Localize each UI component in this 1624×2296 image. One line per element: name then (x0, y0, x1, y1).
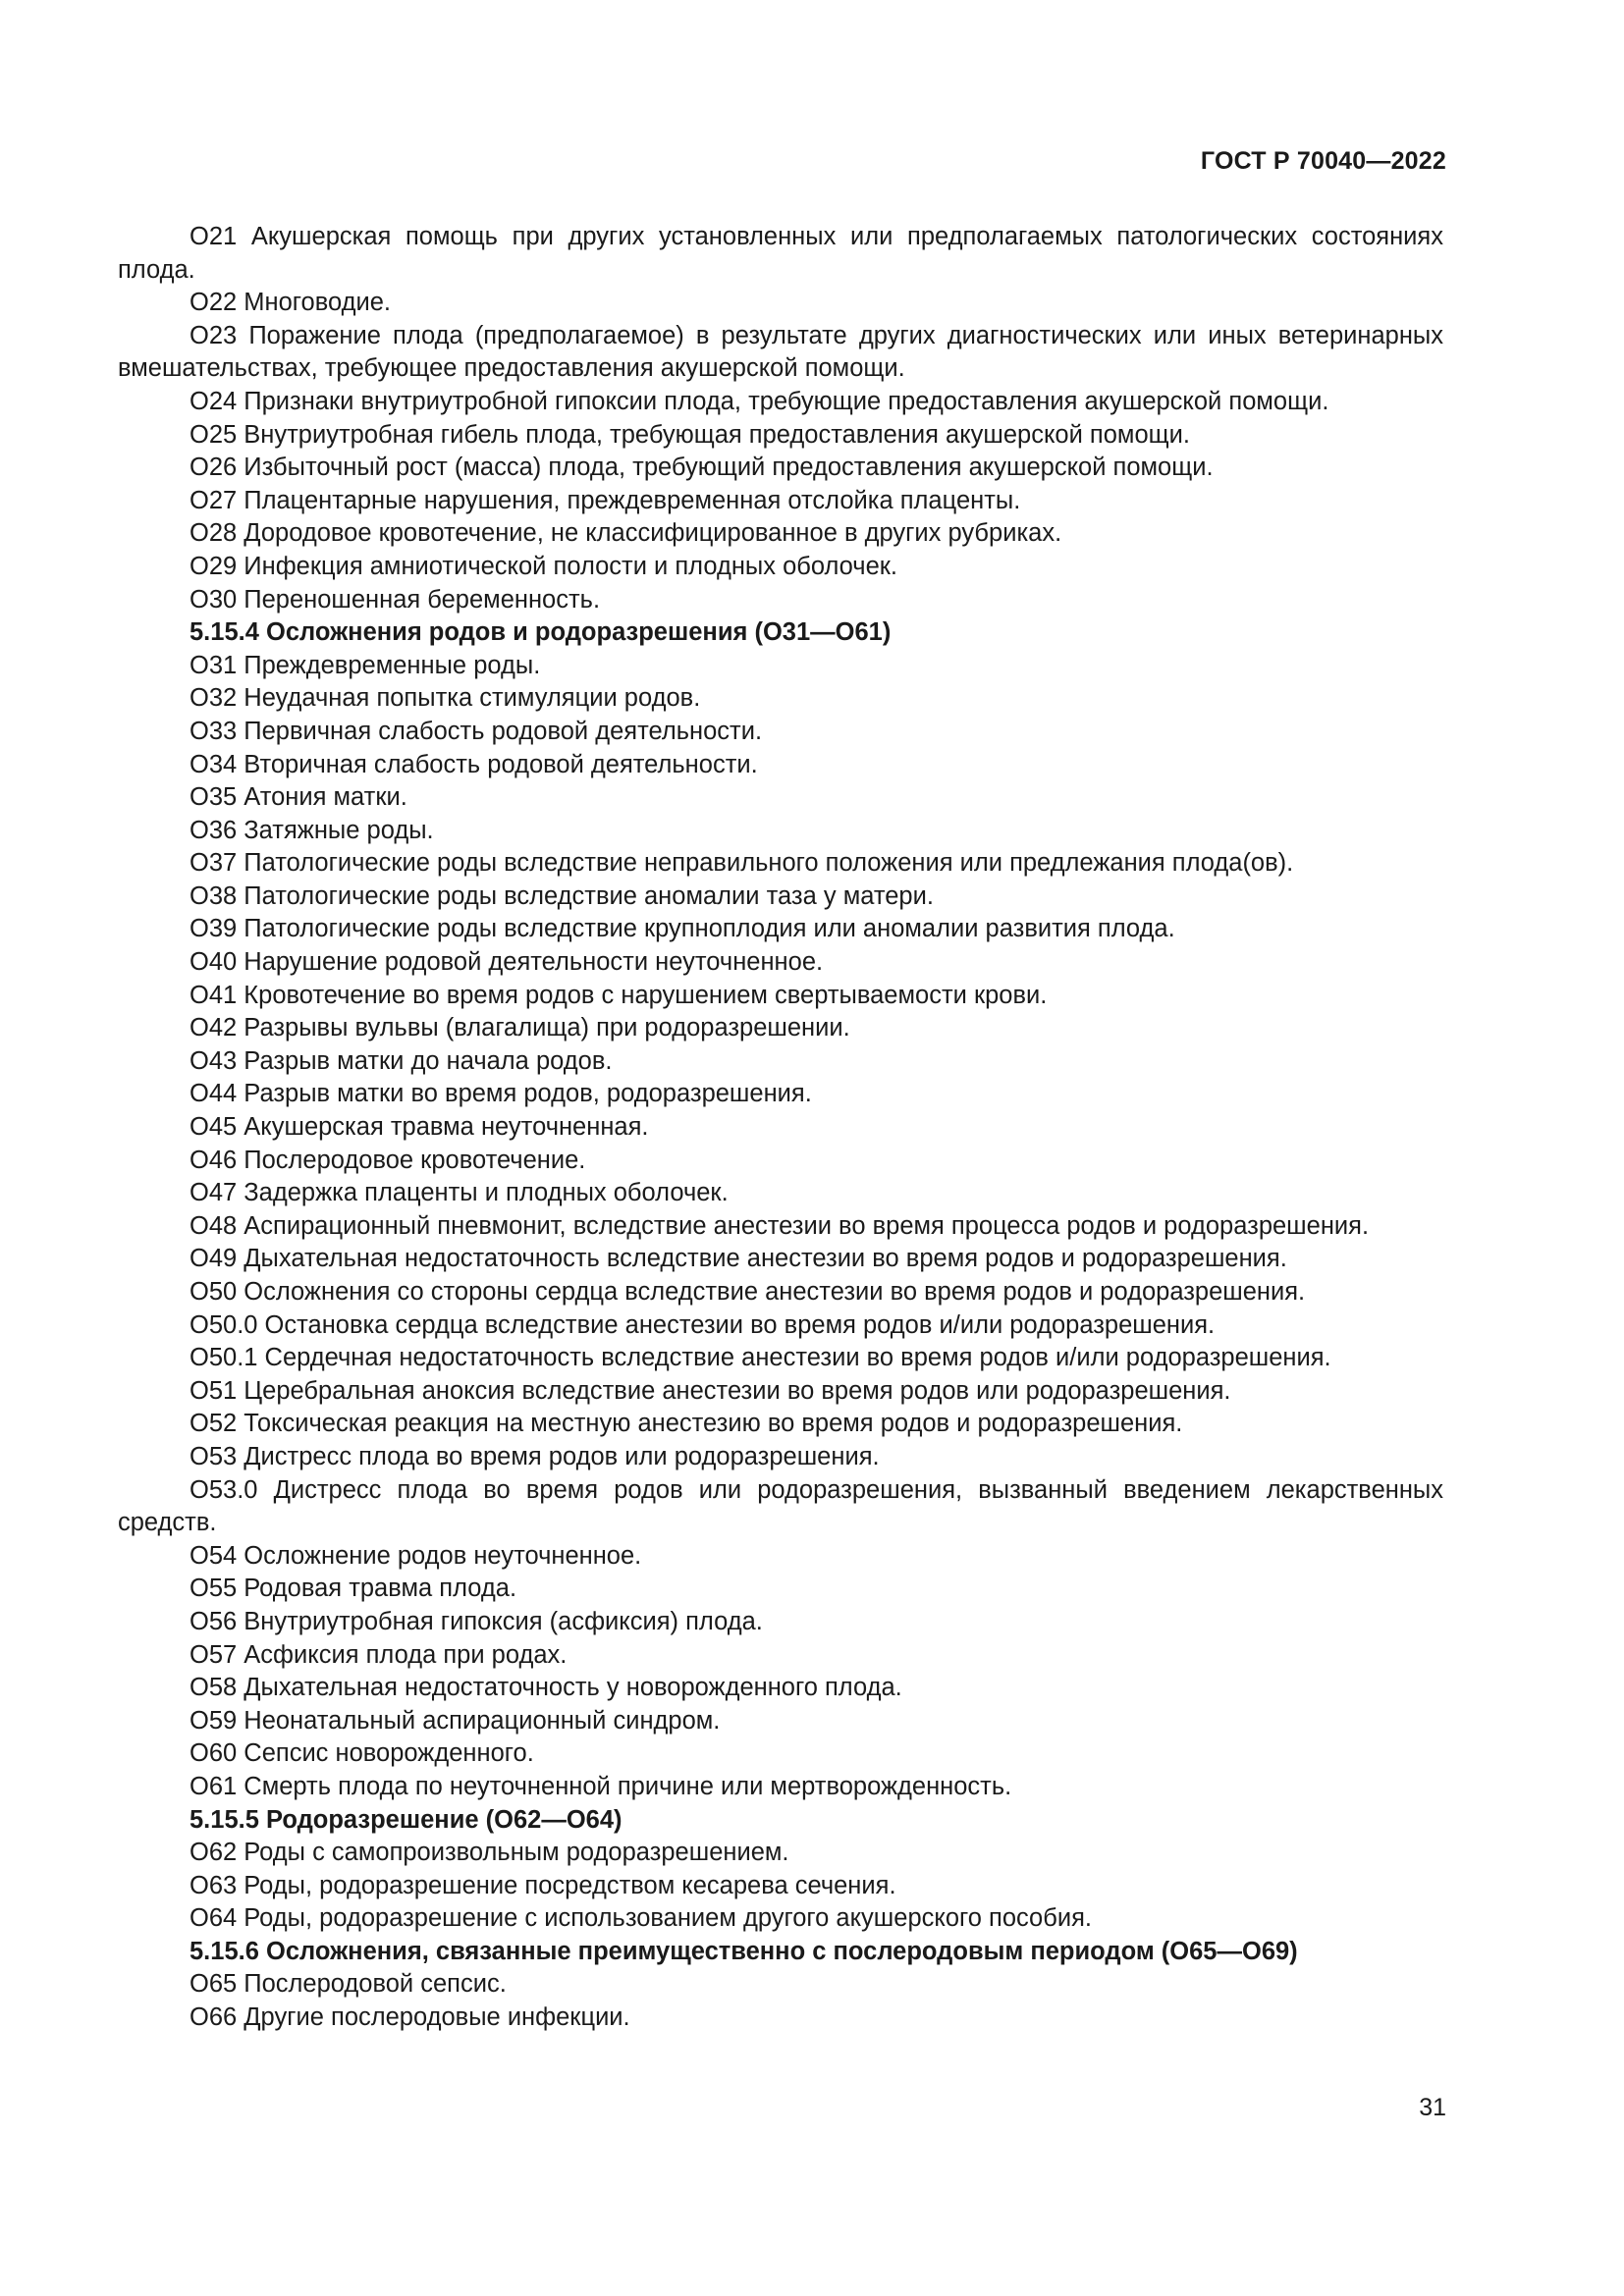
list-item: O36 Затяжные роды. (189, 816, 434, 844)
list-item: O50.0 Остановка сердца вследствие анестезии во время родов и/или родоразрешения. (189, 1310, 1216, 1339)
list-item: O39 Патологические роды вследствие крупноплодия или аномалии развития плода. (189, 915, 1175, 943)
list-item: O37 Патологические роды вследствие неправильного положения или предлежания плода(ов). (189, 849, 1294, 878)
list-item: O24 Признаки внутриутробной гипоксии плода, требующие предоставления акушерской помощи. (189, 387, 1329, 415)
list-item: O65 Послеродовой сепсис. (189, 1970, 507, 1999)
page-number: 31 (1419, 2094, 1446, 2121)
list-item: O58 Дыхательная недостаточность у новорожденного плода. (189, 1674, 902, 1702)
list-item: O38 Патологические роды вследствие аномалии таза у матери. (189, 881, 934, 910)
list-item: O40 Нарушение родовой деятельности неуточненное. (189, 948, 824, 977)
section-heading: 5.15.6 Осложнения, связанные преимущественно с послеродовым периодом (O65—O69) (189, 1937, 1298, 1965)
list-item: O42 Разрывы вульвы (влагалища) при родоразрешении. (189, 1014, 850, 1042)
list-item: O23 Поражение плода (предполагаемое) в результате других диагностических или иных ветеринарных вмешательствах, требующее предоставления акушерской помощи. (118, 321, 1443, 383)
list-item: O35 Атония матки. (189, 783, 407, 812)
list-item: O22 Многоводие. (189, 289, 391, 317)
list-item: O32 Неудачная попытка стимуляции родов. (189, 684, 701, 713)
list-item: O27 Плацентарные нарушения, преждевременная отслойка плаценты. (189, 486, 1021, 514)
list-item: O26 Избыточный рост (масса) плода, требующий предоставления акушерской помощи. (189, 454, 1214, 482)
list-item: O25 Внутриутробная гибель плода, требующая предоставления акушерской помощи. (189, 420, 1190, 449)
list-item: O49 Дыхательная недостаточность вследствие анестезии во время родов и родоразрешения. (189, 1245, 1287, 1273)
list-item: O48 Аспирационный пневмонит, вследствие анестезии во время процесса родов и родоразрешения. (189, 1211, 1370, 1240)
list-item: O53.0 Дистресс плода во время родов или родоразрешения, вызванный введением лекарственных средств. (118, 1475, 1443, 1537)
list-item: O46 Послеродовое кровотечение. (189, 1146, 586, 1174)
list-item: O34 Вторичная слабость родовой деятельности. (189, 750, 758, 778)
list-item: O44 Разрыв матки во время родов, родоразрешения. (189, 1080, 812, 1108)
list-item: O55 Родовая травма плода. (189, 1575, 517, 1603)
list-item: O50.1 Сердечная недостаточность вследствие анестезии во время родов и/или родоразрешения. (189, 1344, 1331, 1372)
list-item: O51 Церебральная аноксия вследствие анестезии во время родов или родоразрешения. (189, 1376, 1231, 1405)
document-body (118, 221, 1443, 2035)
list-item: O57 Асфиксия плода при родах. (189, 1640, 568, 1669)
list-item: O50 Осложнения со стороны сердца вследствие анестезии во время родов и родоразрешения. (189, 1278, 1306, 1306)
list-item: O63 Роды, родоразрешение посредством кесарева сечения. (189, 1871, 896, 1899)
list-item: O45 Акушерская травма неуточненная. (189, 1113, 649, 1142)
list-item: O56 Внутриутробная гипоксия (асфиксия) плода. (189, 1607, 763, 1635)
list-item: O62 Роды с самопроизвольным родоразрешением. (189, 1839, 789, 1867)
section-heading: 5.15.4 Осложнения родов и родоразрешения (O31—O61) (189, 618, 892, 647)
list-item: O33 Первичная слабость родовой деятельности. (189, 717, 763, 745)
list-item: O31 Преждевременные роды. (189, 651, 541, 679)
list-item: O54 Осложнение родов неуточненное. (189, 1541, 642, 1570)
list-item: O59 Неонатальный аспирационный синдром. (189, 1706, 721, 1735)
document-header: ГОСТ Р 70040—2022 (1200, 147, 1446, 175)
list-item: O60 Сепсис новорожденного. (189, 1739, 534, 1768)
list-item: O61 Смерть плода по неуточненной причине или мертворожденность. (189, 1772, 1012, 1800)
list-item: O66 Другие послеродовые инфекции. (189, 2003, 630, 2032)
list-item: O47 Задержка плаценты и плодных оболочек. (189, 1179, 729, 1207)
list-item: O52 Токсическая реакция на местную анестезию во время родов и родоразрешения. (189, 1410, 1183, 1438)
list-item: O21 Акушерская помощь при других установленных или предполагаемых патологических состояниях плода. (118, 223, 1443, 284)
list-item: O53 Дистресс плода во время родов или родоразрешения. (189, 1442, 880, 1470)
list-item: O30 Переношенная беременность. (189, 585, 601, 614)
list-item: O64 Роды, родоразрешение с использованием другого акушерского пособия. (189, 1904, 1092, 1933)
list-item: O29 Инфекция амниотической полости и плодных оболочек. (189, 552, 897, 580)
list-item: O43 Разрыв матки до начала родов. (189, 1046, 613, 1075)
section-heading: 5.15.5 Родоразрешение (O62—O64) (189, 1805, 623, 1834)
list-item: O41 Кровотечение во время родов с нарушением свертываемости крови. (189, 981, 1048, 1009)
list-item: O28 Дородовое кровотечение, не классифицированное в других рубриках. (189, 519, 1062, 548)
